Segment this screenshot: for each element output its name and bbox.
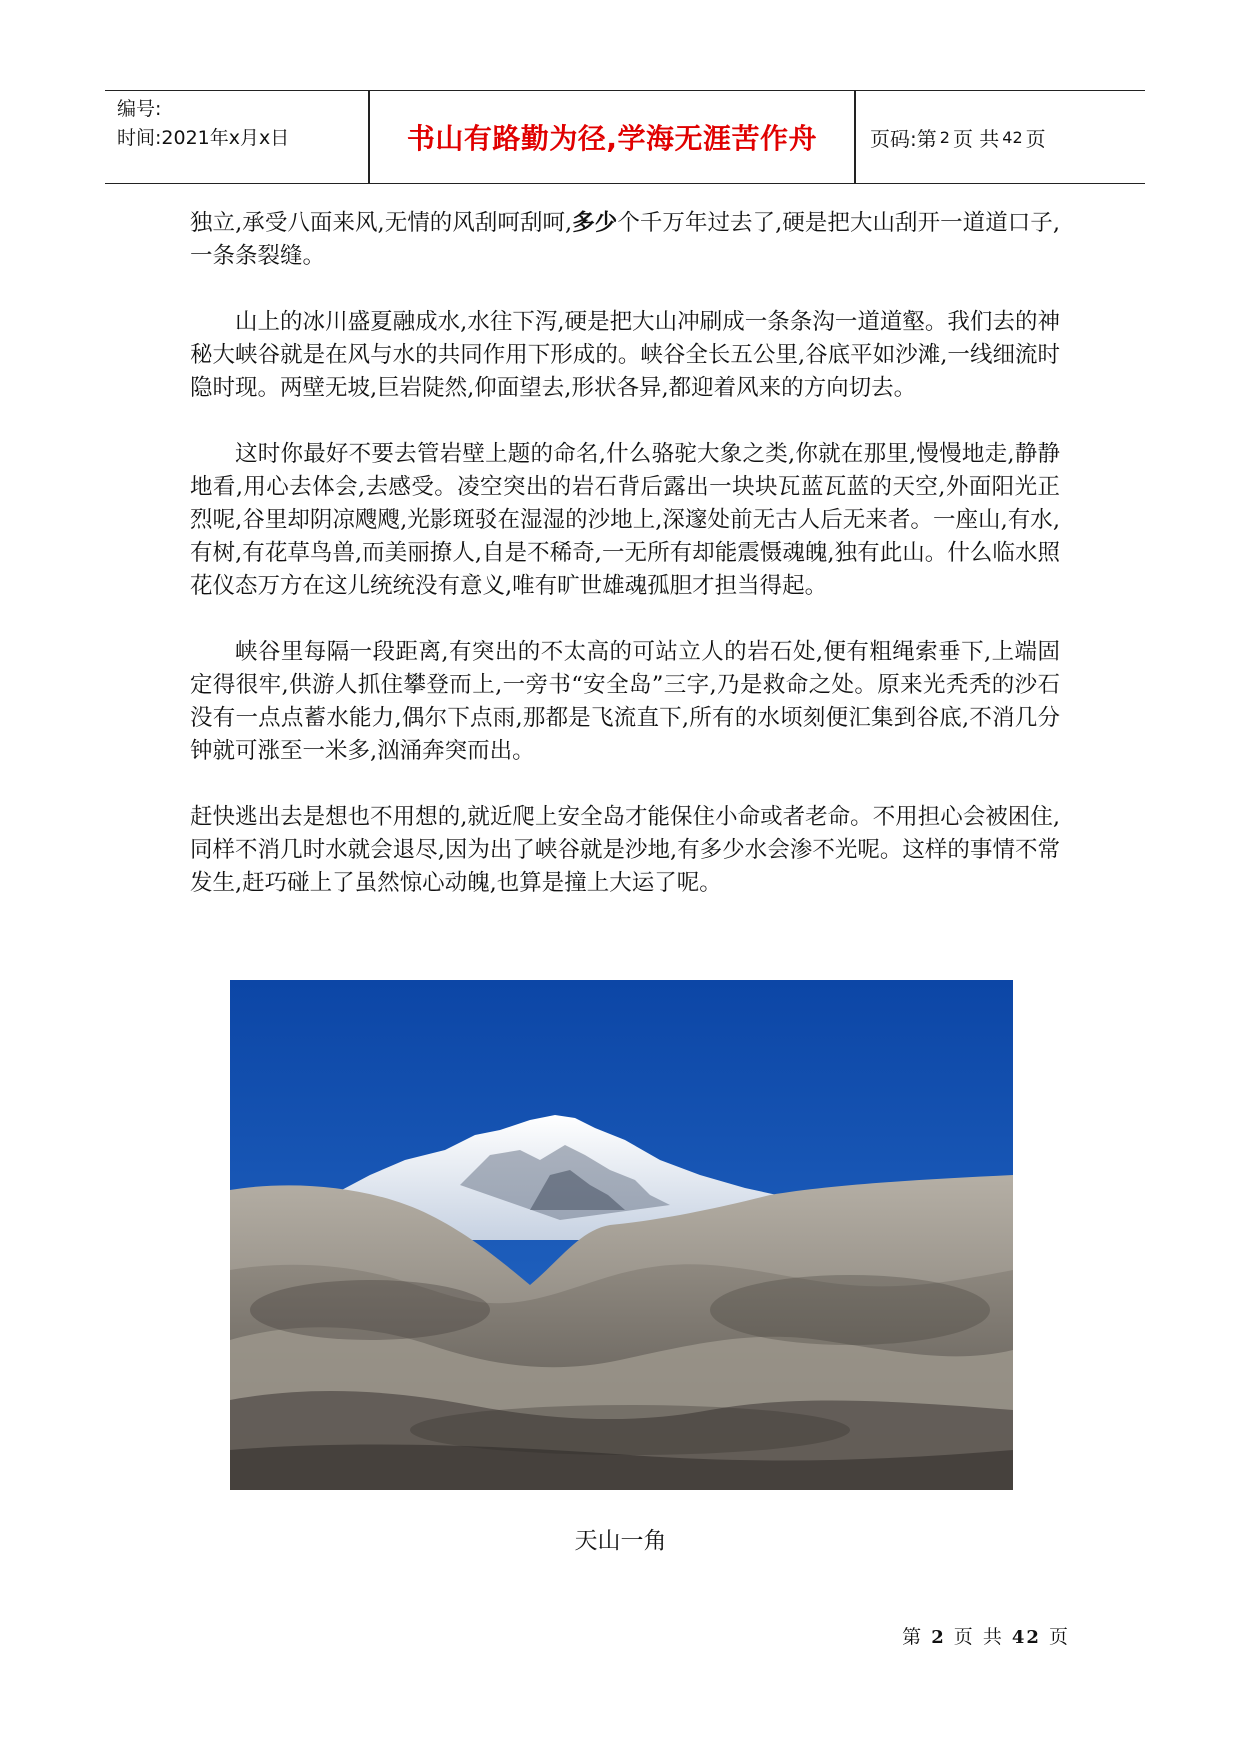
page-number: 2 — [939, 127, 950, 147]
tianshan-photo — [230, 980, 1013, 1490]
article-body — [190, 207, 1060, 933]
header-meta — [117, 95, 367, 153]
serial-label: 编号: — [117, 98, 162, 120]
figure-caption: 天山一角 — [574, 1528, 667, 1554]
footer-page-total: 42 — [1011, 1627, 1041, 1648]
page-prefix: 页码:第 — [870, 126, 937, 151]
paragraph: 峡谷里每隔一段距离,有突出的不太高的可站立人的岩石处,便有粗绳索垂下,上端固定得很牢,供游人抓住攀登而上,一旁书“安全岛”三字,乃是救命之处。原来光秃秃的沙石没有一点点蓄水能力,偶尔下点雨,那都是飞流直下,所有的水顷刻便汇集到谷底,不消几分钟就可涨至一米多,汹涌奔突而出。 — [190, 639, 1060, 764]
page-header — [105, 90, 1145, 184]
bold-text: 多少 — [572, 210, 618, 236]
paragraph: 赶快逃出去是想也不用想的,就近爬上安全岛才能保住小命或者老命。不用担心会被困住,同样不消几时水就会退尽,因为出了峡谷就是沙地,有多少水会渗不光呢。这样的事情不常发生,赶巧碰上了虽然惊心动魄,也算是撞上大运了呢。 — [190, 804, 1060, 896]
page-footer: 第 2 页 共 42 页 — [902, 1626, 1070, 1648]
page-suffix: 页 — [1025, 126, 1046, 151]
page-total: 42 — [1002, 127, 1023, 147]
paragraph: 山上的冰川盛夏融成水,水往下泻,硬是把大山冲刷成一条条沟一道道壑。我们去的神秘大峡谷就是在风与水的共同作用下形成的。峡谷全长五公里,谷底平如沙滩,一线细流时隐时现。两壁无坡,巨岩陡然,仰面望去,形状各异,都迎着风来的方向切去。 — [190, 309, 1060, 401]
page-mid: 页 共 — [952, 126, 1000, 151]
paragraph: 这时你最好不要去管岩壁上题的命名,什么骆驼大象之类,你就在那里,慢慢地走,静静地看,用心去体会,去感受。凌空突出的岩石背后露出一块块瓦蓝瓦蓝的天空,外面阳光正烈呢,谷里却阴凉飕飕,光影斑驳在湿湿的沙地上,深邃处前无古人后无来者。一座山,有水,有树,有花草鸟兽,而美丽撩人,自是不稀奇,一无所有却能震慑魂魄,独有此山。什么临水照花仪态万方在这儿统统没有意义,唯有旷世雄魂孤胆才担当得起。 — [190, 441, 1060, 599]
header-motto: 书山有路勤为径,学海无涯苦作舟 — [406, 122, 818, 155]
landscape-image — [230, 980, 1013, 1490]
footer-page-number: 2 — [931, 1627, 946, 1648]
header-page-info — [870, 91, 1140, 183]
header-divider — [854, 91, 856, 183]
paragraph: 独立,承受八面来风,无情的风刮呵刮呵,多少个千万年过去了,硬是把大山刮开一道道口子,一条条裂缝。 — [190, 210, 1060, 269]
time-label: 时间:2021年x月x日 — [117, 127, 290, 149]
